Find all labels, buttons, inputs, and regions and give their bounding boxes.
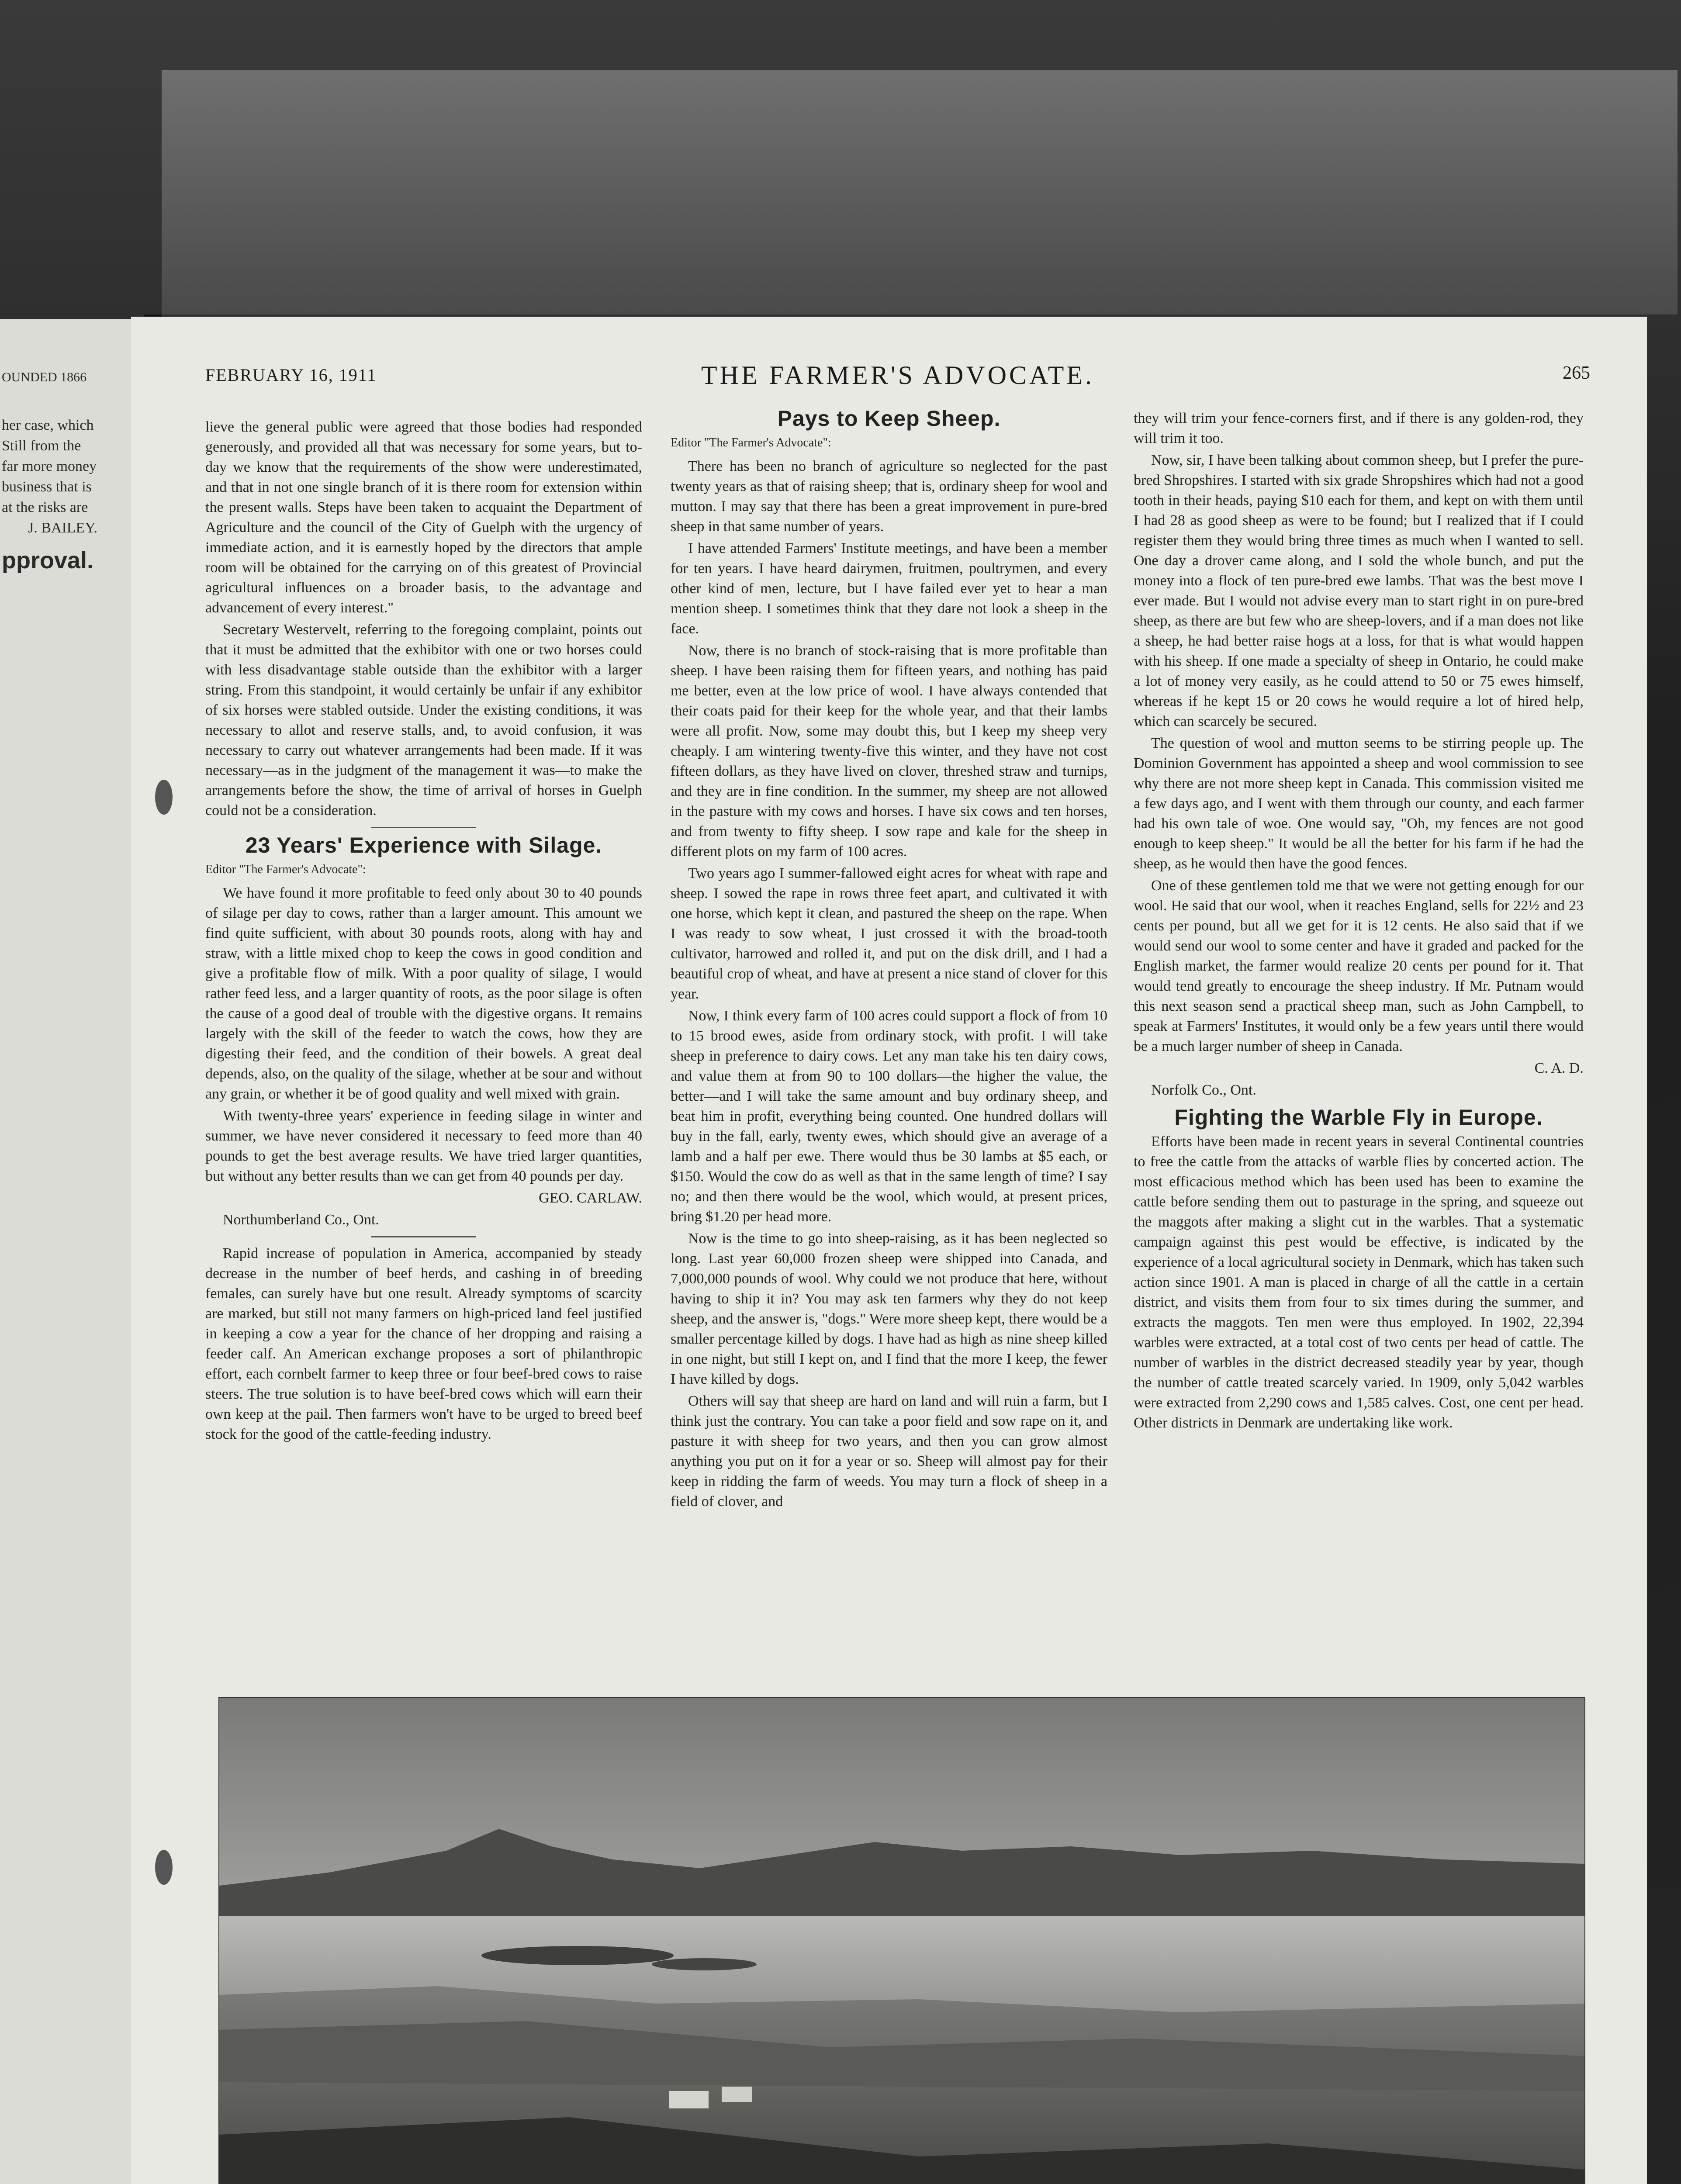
binding-hole bbox=[155, 780, 173, 815]
page-number: 265 bbox=[1563, 363, 1590, 383]
paragraph: The question of wool and mutton seems to be stirring people up. The Dominion Government has appointed a sheep and wool commission to see why there are not more sheep kept in Canada. This commission visited me a few days ago, and I went with them through our county, and each farmer had his own tale of woe. One would say, "Oh, my fences are not good enough to keep sheep." It would be all the better for his farm if he had the sheep, as he would then have the good fences. bbox=[1134, 735, 1584, 872]
adjacent-page-fragment bbox=[0, 319, 144, 2184]
column-1 bbox=[205, 417, 642, 1446]
paragraph: Secretary Westervelt, referring to the foregoing complaint, points out that it must be admitted that the exhibitor with one or two horses could with less disadvantage stable outside than the exhibitor with a larger string. From this standpoint, it would certainly be unfair if any exhibitor of six horses were stabled outside. Under the existing conditions, it was necessary to allot and reserve stalls, and, to avoid confusion, it was necessary to carry out whatever arrangements had been made. If it was necessary—as in the judgment of the management it was—to make the arrangements before the show, the time of arrival of horses in Guelph could not be a consideration. bbox=[205, 622, 642, 819]
signature: C. A. D. bbox=[1534, 1060, 1584, 1076]
paragraph: I have attended Farmers' Institute meetings, and have been a member for ten years. I have heard dairymen, fruitmen, poultrymen, and every other kind of men, lecture, but I have failed ever yet to hear a man mention sheep. I sometimes think that they dare not look a sheep in the face. bbox=[671, 540, 1107, 637]
paragraph: Now, I think every farm of 100 acres could support a flock of from 10 to 15 brood ewes, aside from ordinary stock, with profit. I will take sheep in preference to dairy cows. Let any man take his ten dairy cows, and value them at from 90 to 100 dollars—the higher the value, the better—and I will take the same amount and buy ordinary sheep, and beat him in profit, everything being counted. One hundred dollars will buy in the fall, early, twenty ewes, which should give an average of a lamb and a half per ewe. There would thus be 30 lambs at $5 each, or $150. Would the cow do as well as that in the same length of time? I say no; and then there would be the wool, which would, at present prices, bring $1.20 per head more. bbox=[671, 1008, 1107, 1225]
binding-hole bbox=[155, 1850, 173, 1885]
adjacent-page-header: OUNDED 1866 bbox=[2, 370, 87, 384]
paragraph: With twenty-three years' experience in feeding silage in winter and summer, we have never considered it necessary to feed more than 40 pounds to get the best average results. We have tried larger quantities, but without any better results than we can get from 40 pounds per day. bbox=[205, 1108, 642, 1184]
column-2 bbox=[671, 408, 1107, 1514]
adjacent-page-line: J. BAILEY. bbox=[28, 520, 97, 536]
dateline: Norfolk Co., Ont. bbox=[1151, 1082, 1256, 1098]
adjacent-page-line: Still from the bbox=[2, 438, 81, 454]
page-header bbox=[205, 360, 1590, 395]
paragraph: lieve the general public were agreed that those bodies had responded generously, and provided all that was necessary for some years, but to-day we know that the requirements of the show were underestimated, and that in not one single branch of it is there room for extension within the present walls. Steps have been taken to acquaint the Department of Agriculture and the council of the City of Guelph with the urgency of immediate action, and it is earnestly hoped by the directors that ample room will be obtained for the carrying on of this greatest of Provincial agricultural influences on a broader basis, to the advantage and advancement of every interest." bbox=[205, 419, 642, 616]
article-title: 23 Years' Experience with Silage. bbox=[245, 833, 602, 857]
divider bbox=[371, 827, 476, 828]
paragraph: Others will say that sheep are hard on land and will ruin a farm, but I think just the contrary. You can take a poor field and sow rape on it, and pasture it with sheep for two years, and then you can grow almost anything you put on it for a year or so. Sheep will almost pay for their keep in ridding the farm of weeds. You may turn a flock of sheep in a field of clover, and bbox=[671, 1393, 1107, 1510]
editor-line: Editor "The Farmer's Advocate": bbox=[205, 863, 366, 876]
divider bbox=[371, 1236, 476, 1237]
paragraph: There has been no branch of agriculture so neglected for the past twenty years as that of raising sheep; that is, ordinary sheep for wool and mutton. I may say that there has been a great improvement in pure-bred sheep in that same number of years. bbox=[671, 458, 1107, 535]
paragraph: Now is the time to go into sheep-raising, as it has been neglected so long. Last year 60,000 frozen sheep were shipped into Canada, and 7,000,000 pounds of wool. Why could we not produce that here, without having to ship it in? You may ask ten farmers why they do not keep sheep, and the answer is, "dogs." Were more sheep kept, there would be a smaller percentage killed by dogs. I have had as high as nine sheep killed in one night, but still I kept on, and I find that the more I keep, the fewer I have killed by dogs. bbox=[671, 1230, 1107, 1387]
paragraph: We have found it more profitable to feed only about 30 to 40 pounds of silage per day to cows, rather than a larger amount. This amount we find quite sufficient, with about 30 pounds roots, along with hay and straw, with a little mixed chop to keep the cows in good condition and give a profitable flow of milk. With a poor quality of silage, I would rather feed less, and a larger quantity of roots, as the poor silage is often the cause of a good deal of trouble with the digestive organs. It remains largely with the skill of the feeder to watch the cows, how they are digesting their feed, and the condition of their bowels. A great deal depends, also, on the quality of the silage, whether at be sour and without any grain, or whether it be of good quality and well mixed with grain. bbox=[205, 885, 642, 1102]
article-title: Fighting the Warble Fly in Europe. bbox=[1174, 1105, 1543, 1130]
paragraph: they will trim your fence-corners first, and if there is any golden-rod, they will trim it too. bbox=[1134, 410, 1584, 446]
film-border-top bbox=[162, 70, 1678, 314]
editor-line: Editor "The Farmer's Advocate": bbox=[671, 436, 831, 449]
issue-date: FEBRUARY 16, 1911 bbox=[205, 365, 377, 385]
paragraph: One of these gentlemen told me that we were not getting enough for our wool. He said that our wool, when it reaches England, sells for 22½ and 23 cents per pound, but all we get for it is 12 cents. He also said that if we would send our wool to some center and have it graded and packed for the English market, the farmer would realize 20 cents per pound for it. That would tend greatly to encourage the sheep industry. If Mr. Putnam would this next season send a practical sheep man, such as John Campbell, to speak at Farmers' Institutes, it would only be a few years until there would be a much larger number of sheep in Canada. bbox=[1134, 878, 1584, 1054]
adjacent-page-title: pproval. bbox=[2, 547, 94, 574]
paragraph: Rapid increase of population in America, accompanied by steady decrease in the number of beef herds, and cashing in of breeding females, can surely have but one result. Already symptoms of scarcity are marked, but still not many farmers on high-priced land feel justified in keeping a cow a year for the chance of her dropping and raising a feeder calf. An American exchange proposes a sort of philanthropic effort, each cornbelt farmer to keep three or four beef-bred cows to raise steers. The true solution is to have beef-bred cows which will earn their own keep at the pail. Then farmers won't have to be urged to breed beef stock for the good of the cattle-feeding industry. bbox=[205, 1245, 642, 1442]
dateline: Northumberland Co., Ont. bbox=[223, 1212, 379, 1228]
paragraph: Now, sir, I have been talking about common sheep, but I prefer the pure-bred Shropshires. I started with six grade Shropshires which had not a good tooth in their heads, paying $10 each for them, and kept on with them until I had 28 as good sheep as were to be found; but I realized that if I could register them they would bring three times as much when I wanted to sell. One day a drover came along, and I sold the whole bunch, and put the money into a flock of ten pure-bred ewe lambs. That was the best move I ever made. But I would not advise every man to start right in on pure-bred sheep, as there are but few who are sheep-lovers, and if a man does not like a sheep, he had better raise hogs at a loss, for that is what would happen with his sheep. If one made a specialty of sheep in Ontario, he could make a lot of money very easily, as he could attend to 50 or 75 ewes himself, whereas if he kept 15 or 20 cows he would require a lot of hired help, which can scarcely be secured. bbox=[1134, 452, 1584, 729]
column-3 bbox=[1134, 408, 1584, 1435]
paragraph: Efforts have been made in recent years in several Continental countries to free the cattle from the attacks of warble flies by concerted action. The most efficacious method which has been used has been to examine the cattle before sending them out to pasturage in the spring, and squeeze out the maggots after making a slight cut in the warbles. That a systematic campaign against this pest would be effective, is indicated by the experience of a local agricultural society in Denmark, which has taken such action since 1901. A man is placed in charge of all the cattle in a certain district, and visits them from four to six times during the summer, and extracts the maggots. Ten men were thus employed. In 1902, 22,394 warbles were extracted, at a total cost of two cents per head of cattle. The number of warbles in the district decreased steadily year by year, though the number of cattle treated scarcely varied. In 1909, only 5,042 warbles were extracted from 2,290 cows and 1,585 calves. Cost, one cent per head. Other districts in Denmark are undertaking like work. bbox=[1134, 1133, 1584, 1431]
adjacent-page-line: business that is bbox=[2, 479, 92, 495]
signature: GEO. CARLAW. bbox=[539, 1190, 642, 1206]
adjacent-page-text bbox=[2, 319, 142, 574]
article-title: Pays to Keep Sheep. bbox=[777, 406, 1001, 431]
paragraph: Two years ago I summer-fallowed eight acres for wheat with rape and sheep. I sowed the rape in rows three feet apart, and cultivated it with one horse, which kept it clean, and pastured the sheep on the rape. When I was ready to sow wheat, I just crossed it with the broad-tooth cultivator, harrowed and rolled it, and put on the disk drill, and I had a beautiful crop of wheat, and have at present a nice stand of clover for this year. bbox=[671, 865, 1107, 1002]
landscape-photo bbox=[218, 1697, 1585, 2184]
newspaper-page bbox=[131, 317, 1647, 2184]
adjacent-page-line: her case, which bbox=[2, 417, 94, 433]
masthead: THE FARMER'S ADVOCATE. bbox=[701, 361, 1095, 390]
adjacent-page-line: far more money bbox=[2, 458, 97, 474]
paragraph: Now, there is no branch of stock-raising that is more profitable than sheep. I have been raising them for fifteen years, and nothing has paid me better, even at the low price of wool. I have always contended that their coats paid for their keep for the whole year, and that their lambs were all profit. Now, some may doubt this, but I keep my sheep very cheaply. I am wintering twenty-five this winter, and they have not cost fifteen dollars, as they have lived on clover, threshed straw and turnips, and they are in fine condition. In the summer, my sheep are not allowed in the pasture with my cows and horses. I have six cows and ten horses, and from twenty to fifty sheep. I sow rape and kale for the sheep in different plots on my farm of 100 acres. bbox=[671, 643, 1107, 860]
adjacent-page-line: at the risks are bbox=[2, 499, 88, 515]
